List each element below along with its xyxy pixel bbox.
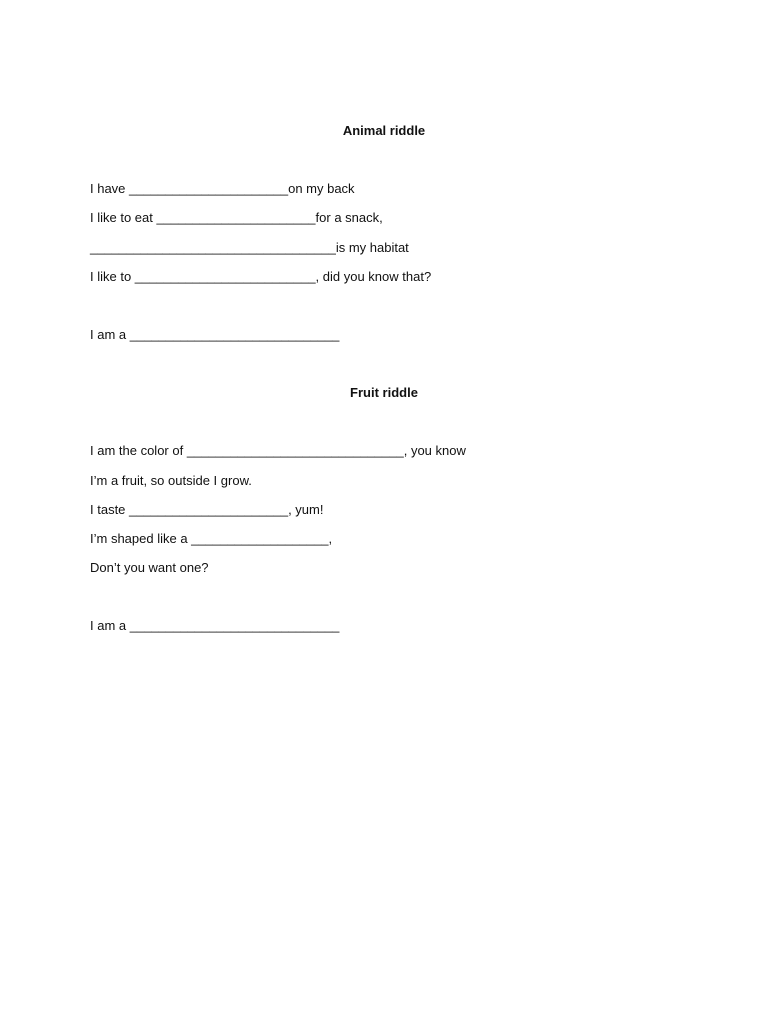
fruit-riddle-line-2: I’m a fruit, so outside I grow. [90,473,252,488]
animal-riddle-line-3: __________________________________is my habitat [90,240,409,255]
fruit-riddle-line-5: Don’t you want one? [90,560,209,575]
fruit-riddle-line-4: I’m shaped like a ___________________, [90,531,333,546]
fruit-riddle-line-1: I am the color of ______________________________, you know [90,443,466,458]
animal-riddle-answer: I am a _____________________________ [90,327,340,342]
animal-riddle-line-1: I have ______________________on my back [90,181,355,196]
animal-riddle-line-2: I like to eat ______________________for a snack, [90,210,383,225]
fruit-riddle-answer: I am a _____________________________ [90,618,340,633]
animal-riddle-line-4: I like to _________________________, did you know that? [90,269,432,284]
fruit-riddle-line-3: I taste ______________________, yum! [90,502,324,517]
animal-riddle-title: Animal riddle [342,123,426,138]
fruit-riddle-title: Fruit riddle [350,385,418,400]
